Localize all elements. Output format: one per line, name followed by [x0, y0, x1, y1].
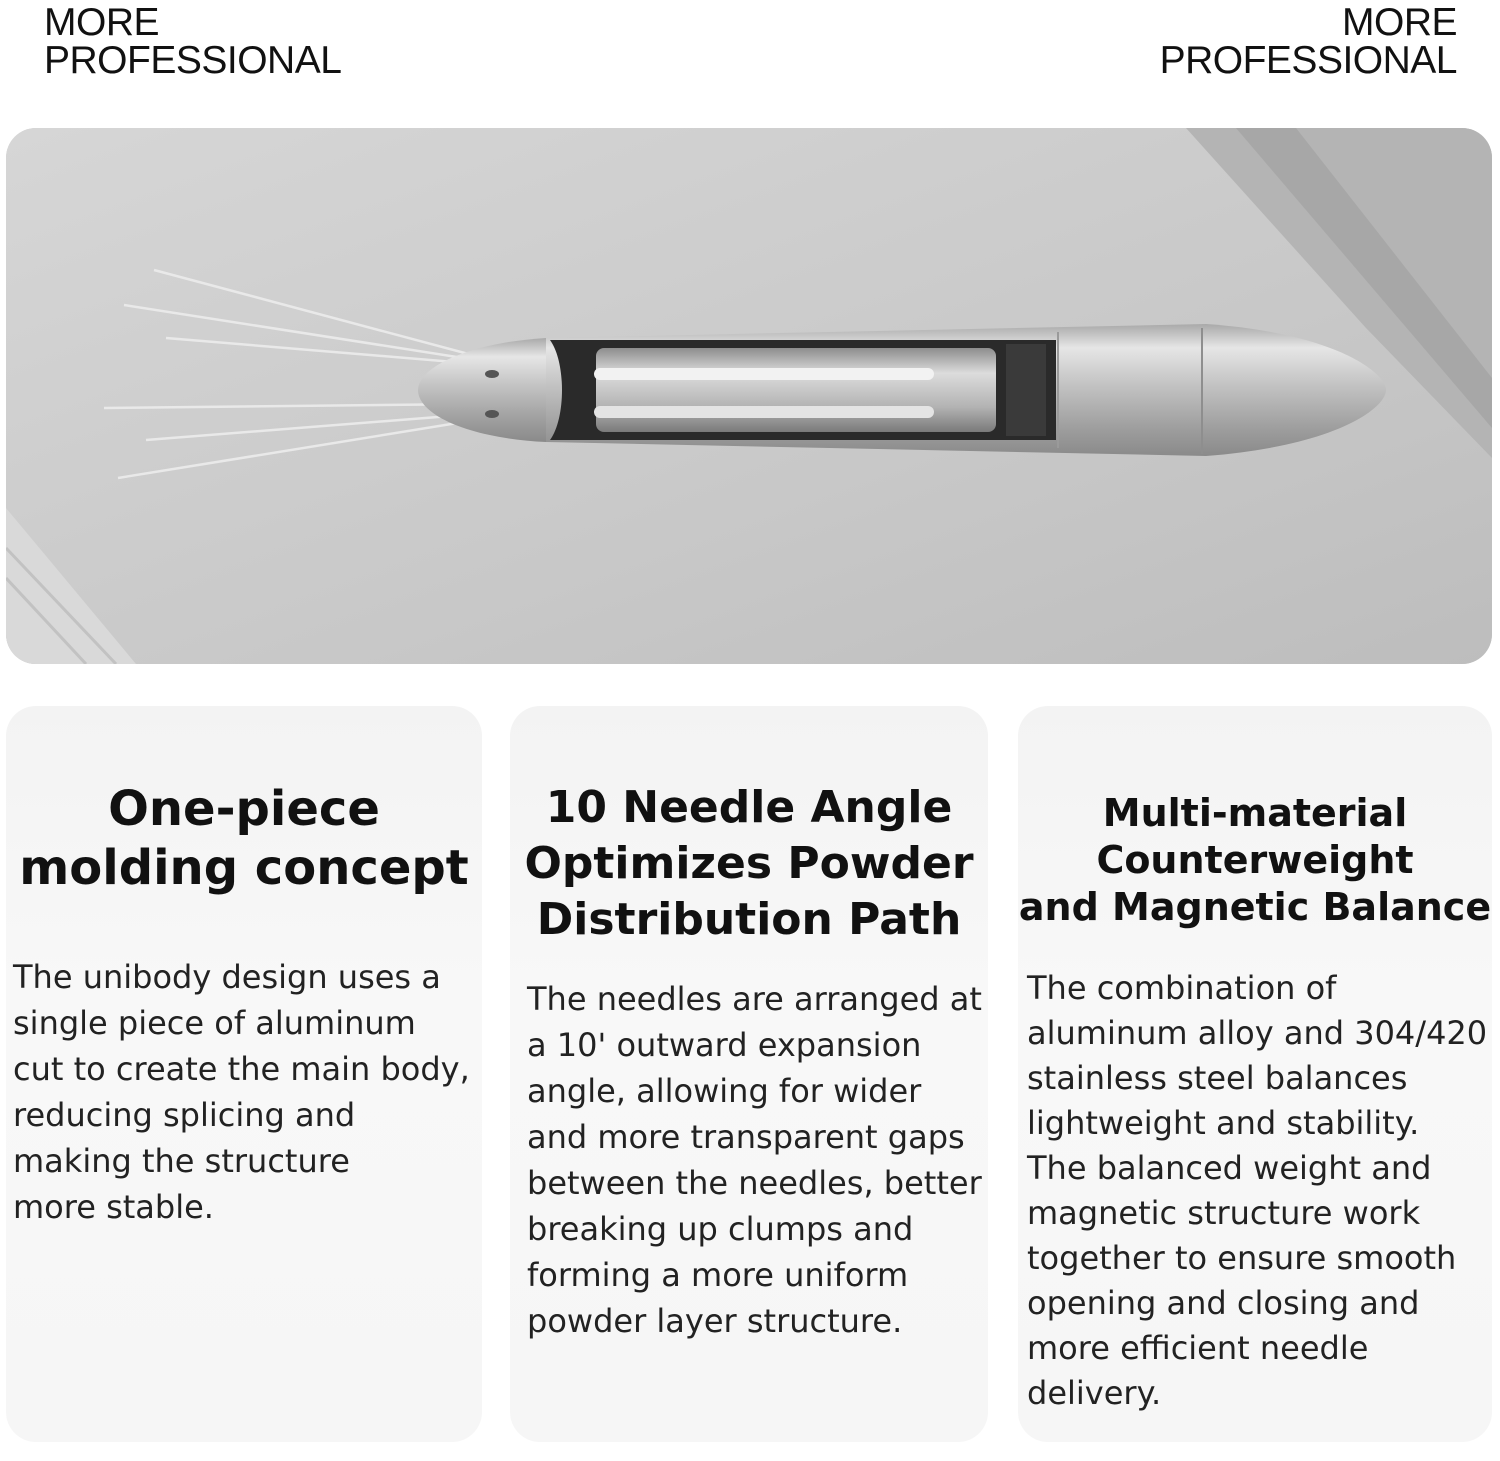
feature-card-title: [510, 780, 988, 948]
corner-heading-right-line-2: PROFESSIONAL: [1159, 39, 1457, 82]
feature-card-description: The needles are arranged at a 10' outward expansion angle, allowing for wider and more transparent gaps between the needles, better breaking up clumps and forming a more uniform powder layer structure.: [527, 980, 982, 1340]
feature-card-title-line: molding concept: [19, 840, 469, 896]
corner-heading-right: [1159, 1, 1457, 82]
feature-card-one-piece-molding: [6, 706, 482, 1442]
feature-card-title-line: Optimizes Powder: [524, 838, 974, 889]
feature-card-needle-angle: [510, 706, 988, 1442]
feature-card-title-line: 10 Needle Angle: [545, 782, 953, 833]
corner-heading-left-line-1: MORE: [44, 1, 159, 44]
corner-heading-left: [44, 1, 342, 82]
feature-card-description: The combination of aluminum alloy and 304/420 stainless steel balances lightweight and stability. The balanced weight and magnetic structure work together to ensure smooth opening and closing and more efficient needle delivery.: [1027, 969, 1488, 1412]
feature-card-description: The unibody design uses a single piece of aluminum cut to create the main body, reducing splicing and making the structure more stable.: [13, 958, 470, 1226]
feature-card-title-line: and Magnetic Balance: [1018, 885, 1492, 929]
metal-brush-pen-cutaway-icon: [6, 128, 1492, 664]
corner-heading-right-line-1: MORE: [1342, 1, 1457, 44]
feature-card-title-line: Multi-material: [1102, 791, 1408, 835]
feature-card-title: [6, 780, 482, 898]
feature-card-title-line: Counterweight: [1096, 838, 1414, 882]
hero-product-image: [6, 128, 1492, 664]
feature-card-title-line: One-piece: [108, 781, 380, 837]
corner-heading-left-line-2: PROFESSIONAL: [44, 39, 342, 82]
feature-card-multi-material: [1018, 706, 1492, 1442]
feature-card-title: [1018, 790, 1492, 931]
feature-card-title-line: Distribution Path: [536, 894, 962, 945]
